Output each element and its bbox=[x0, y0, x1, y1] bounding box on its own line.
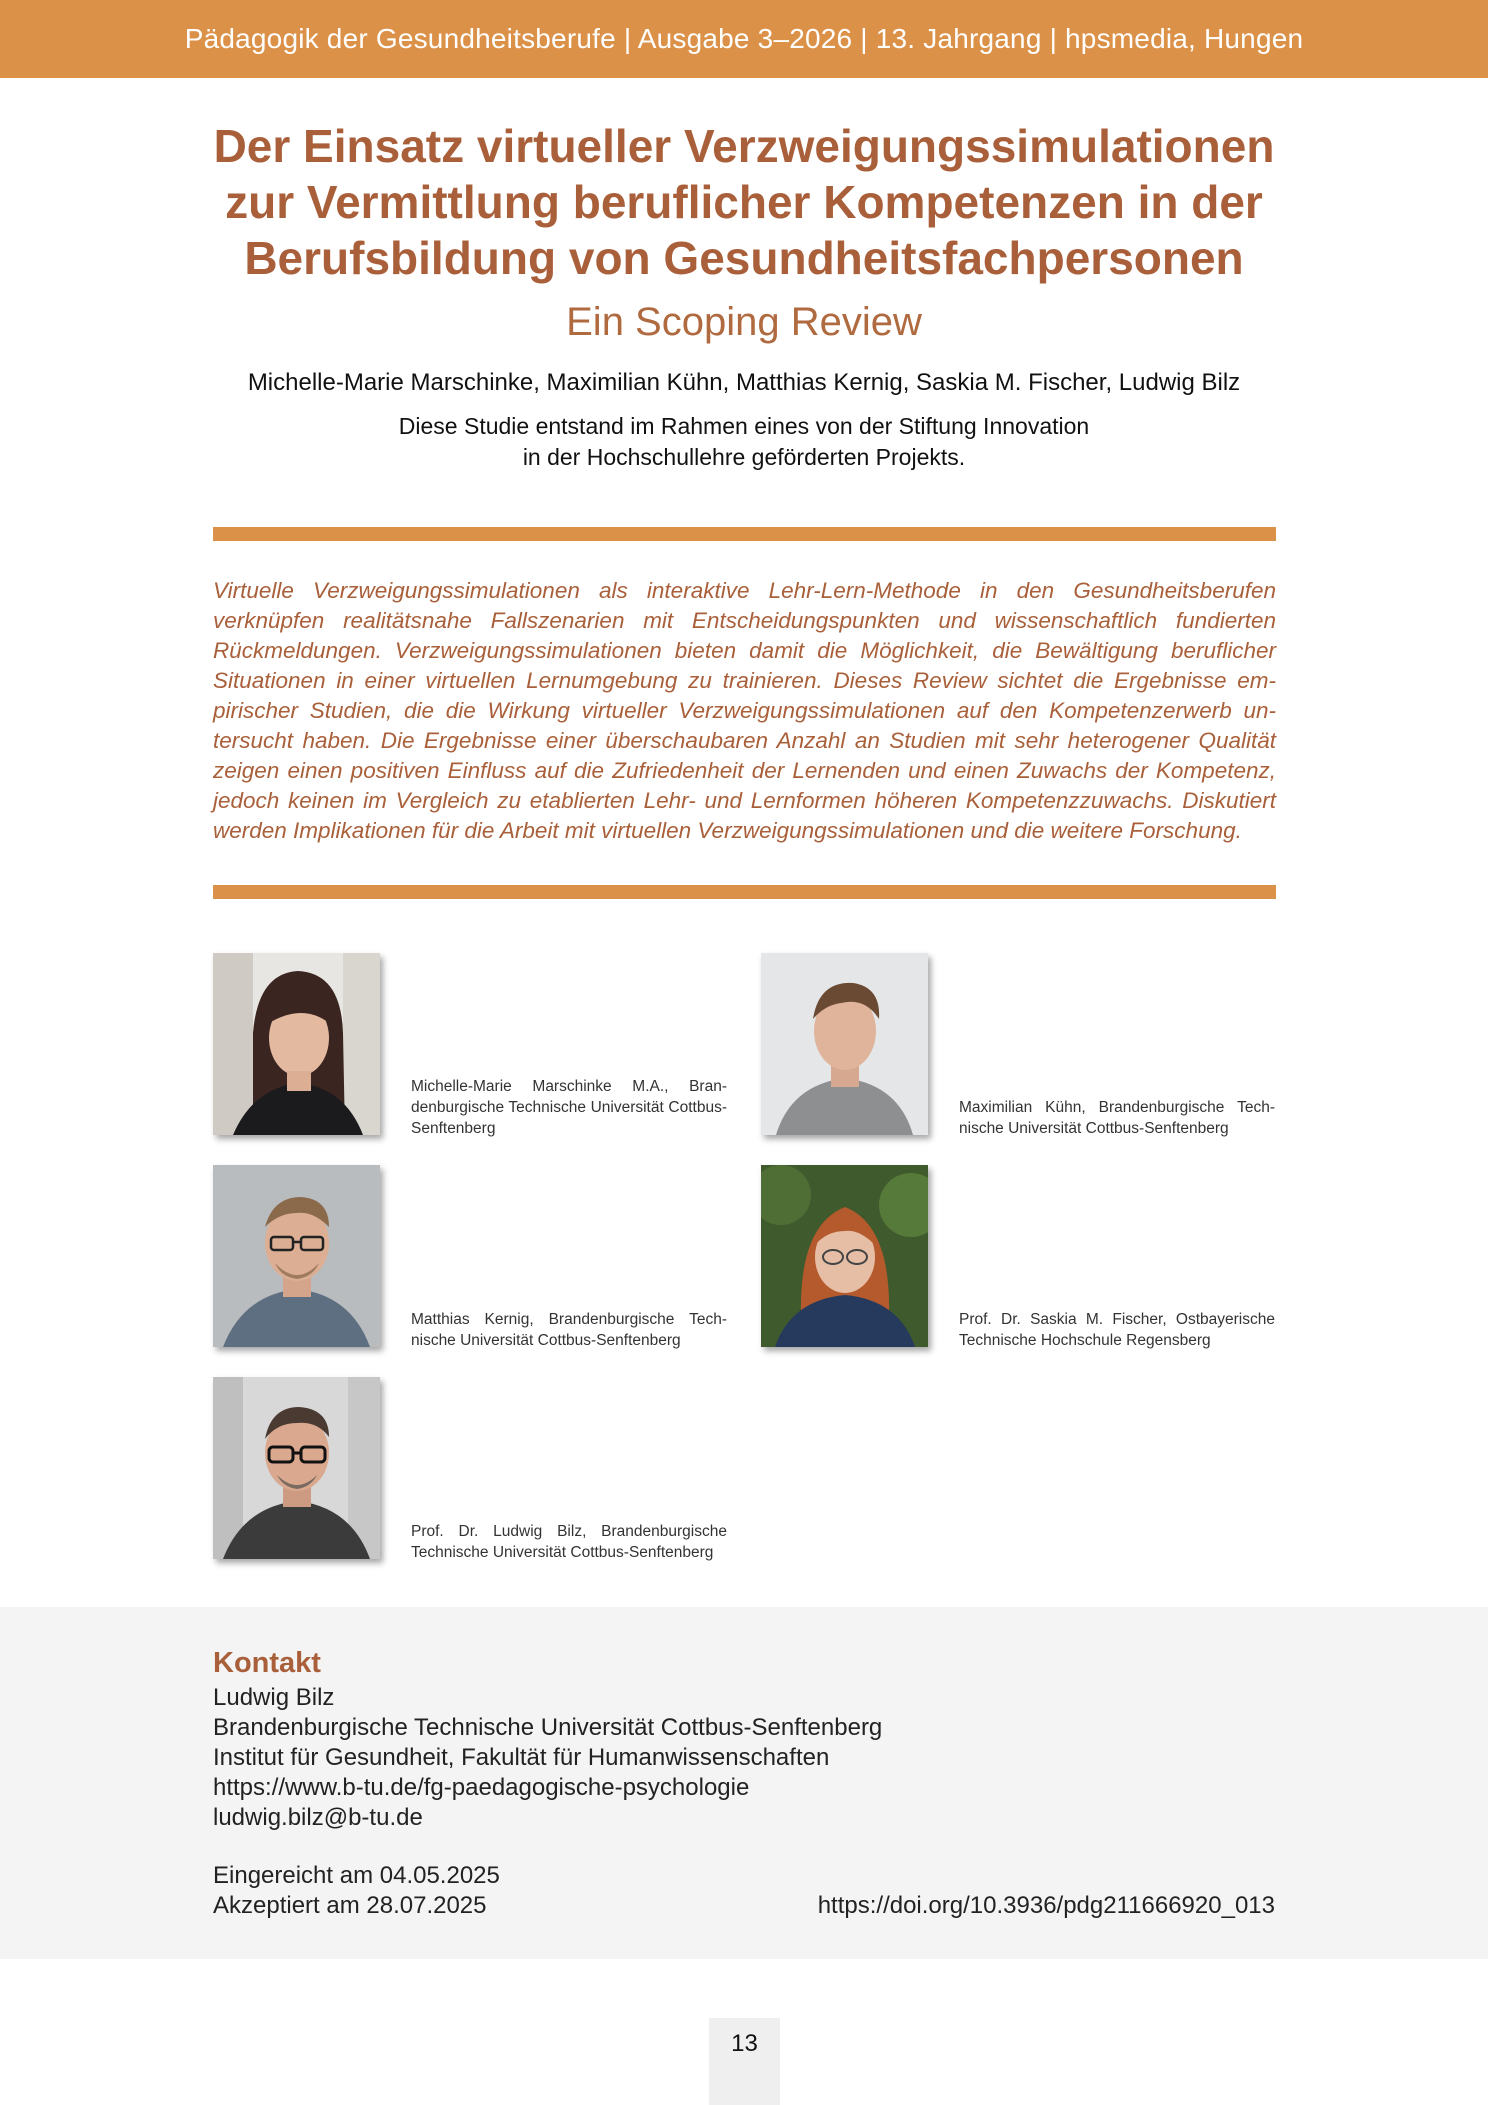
funding-note-line-2: in der Hochschullehre geförderten Projekts. bbox=[522, 444, 966, 470]
accepted-date: Akzeptiert am 28.07.2025 bbox=[213, 1892, 487, 1919]
author-caption-kernig: Matthias Kernig, Brandenburgische Technische Universität Cottbus-Senftenberg bbox=[411, 1311, 727, 1349]
abstract-bottom-divider bbox=[213, 885, 1276, 899]
article-title-line-3: Berufsbildung von Gesundheitsfachpersonen bbox=[244, 232, 1244, 284]
author-photo-kuehn bbox=[761, 953, 928, 1135]
article-title-line-2: zur Vermittlung beruflicher Kompetenzen in der bbox=[225, 176, 1263, 228]
contact-institution: Brandenburgische Technische Universität Cottbus-Senftenberg bbox=[213, 1714, 883, 1741]
journal-header-bar bbox=[0, 0, 1488, 78]
funding-note-line-1: Diese Studie entstand im Rahmen eines von der Stiftung Innovation bbox=[398, 413, 1090, 439]
author-caption-marschinke: Michelle-Marie Marschinke M.A., Brandenburgische Technische Universität Cottbus-Senftenberg bbox=[411, 1078, 727, 1137]
submitted-date: Eingereicht am 04.05.2025 bbox=[213, 1862, 500, 1889]
author-caption-bilz: Prof. Dr. Ludwig Bilz, Brandenburgische Technische Universität Cottbus-Senftenberg bbox=[411, 1523, 727, 1561]
contact-section bbox=[0, 1607, 1488, 1959]
author-card-bilz bbox=[213, 1377, 733, 1563]
author-photo-fischer bbox=[761, 1165, 928, 1347]
author-card-kuehn bbox=[761, 953, 1281, 1139]
article-title-line-1: Der Einsatz virtueller Verzweigungssimulationen bbox=[213, 120, 1275, 172]
contact-email-link[interactable]: ludwig.bilz@b-tu.de bbox=[213, 1804, 423, 1831]
author-photo-marschinke bbox=[213, 953, 380, 1135]
author-card-fischer bbox=[761, 1165, 1281, 1351]
author-caption-fischer: Prof. Dr. Saskia M. Fischer, Ostbayerische Technische Hochschule Regensberg bbox=[959, 1311, 1275, 1349]
contact-website-link[interactable]: https://www.b-tu.de/fg-paedagogische-psychologie bbox=[213, 1774, 750, 1801]
author-list: Michelle-Marie Marschinke, Maximilian Kühn, Matthias Kernig, Saskia M. Fischer, Ludwig Bilz bbox=[247, 369, 1241, 396]
contact-name: Ludwig Bilz bbox=[213, 1684, 335, 1711]
abstract-text: Virtuelle Verzweigungssimulationen als interaktive Lehr-Lern-Methode in den Gesundheitsberufen verknüpfen realitätsnahe Fallszenarien mit Entscheidungspunkten und wissenschaftlich fundierten Rückmeldungen. Verzweigungssimulationen bieten damit die Möglichkeit, die Bewältigung beruflicher Situationen in einer virtuellen Lernumgebung zu trainieren. Dieses Review sichtet die Ergebnisse empirischer Studien, die die Wirkung virtueller Verzweigungssimulationen auf den Kompetenzerwerb untersucht haben. Die Ergebnisse einer überschaubaren Anzahl an Studien mit sehr heterogener Qualität zeigen einen positiven Einfluss auf die Zufriedenheit der Lernenden und einen Zuwachs der Kompetenz, jedoch keinen im Vergleich zu etablierten Lehr- und Lernformen höheren Kompetenzzuwachs. Diskutiert werden Implikationen für die Arbeit mit virtuellen Verzweigungssimulationen und die weitere Forschung. bbox=[213, 578, 1276, 843]
contact-details bbox=[213, 1683, 882, 1833]
author-card-marschinke bbox=[213, 953, 733, 1139]
author-photo-bilz bbox=[213, 1377, 380, 1559]
submission-dates bbox=[213, 1861, 500, 1921]
author-caption-kuehn: Maximilian Kühn, Brandenburgische Technische Universität Cottbus-Senftenberg bbox=[959, 1099, 1275, 1137]
article-title bbox=[180, 118, 1308, 286]
title-block bbox=[180, 118, 1308, 473]
contact-heading: Kontakt bbox=[213, 1647, 321, 1679]
author-card-kernig bbox=[213, 1165, 733, 1351]
journal-header-text: Pädagogik der Gesundheitsberufe | Ausgabe 3–2026 | 13. Jahrgang | hpsmedia, Hungen bbox=[184, 23, 1304, 54]
article-subtitle: Ein Scoping Review bbox=[566, 300, 922, 344]
page-number: 13 bbox=[709, 2018, 780, 2105]
author-photo-kernig bbox=[213, 1165, 380, 1347]
contact-department: Institut für Gesundheit, Fakultät für Humanwissenschaften bbox=[213, 1744, 830, 1771]
abstract-top-divider bbox=[213, 527, 1276, 541]
funding-note bbox=[180, 411, 1308, 473]
doi-link[interactable]: https://doi.org/10.3936/pdg211666920_013 bbox=[817, 1892, 1275, 1919]
